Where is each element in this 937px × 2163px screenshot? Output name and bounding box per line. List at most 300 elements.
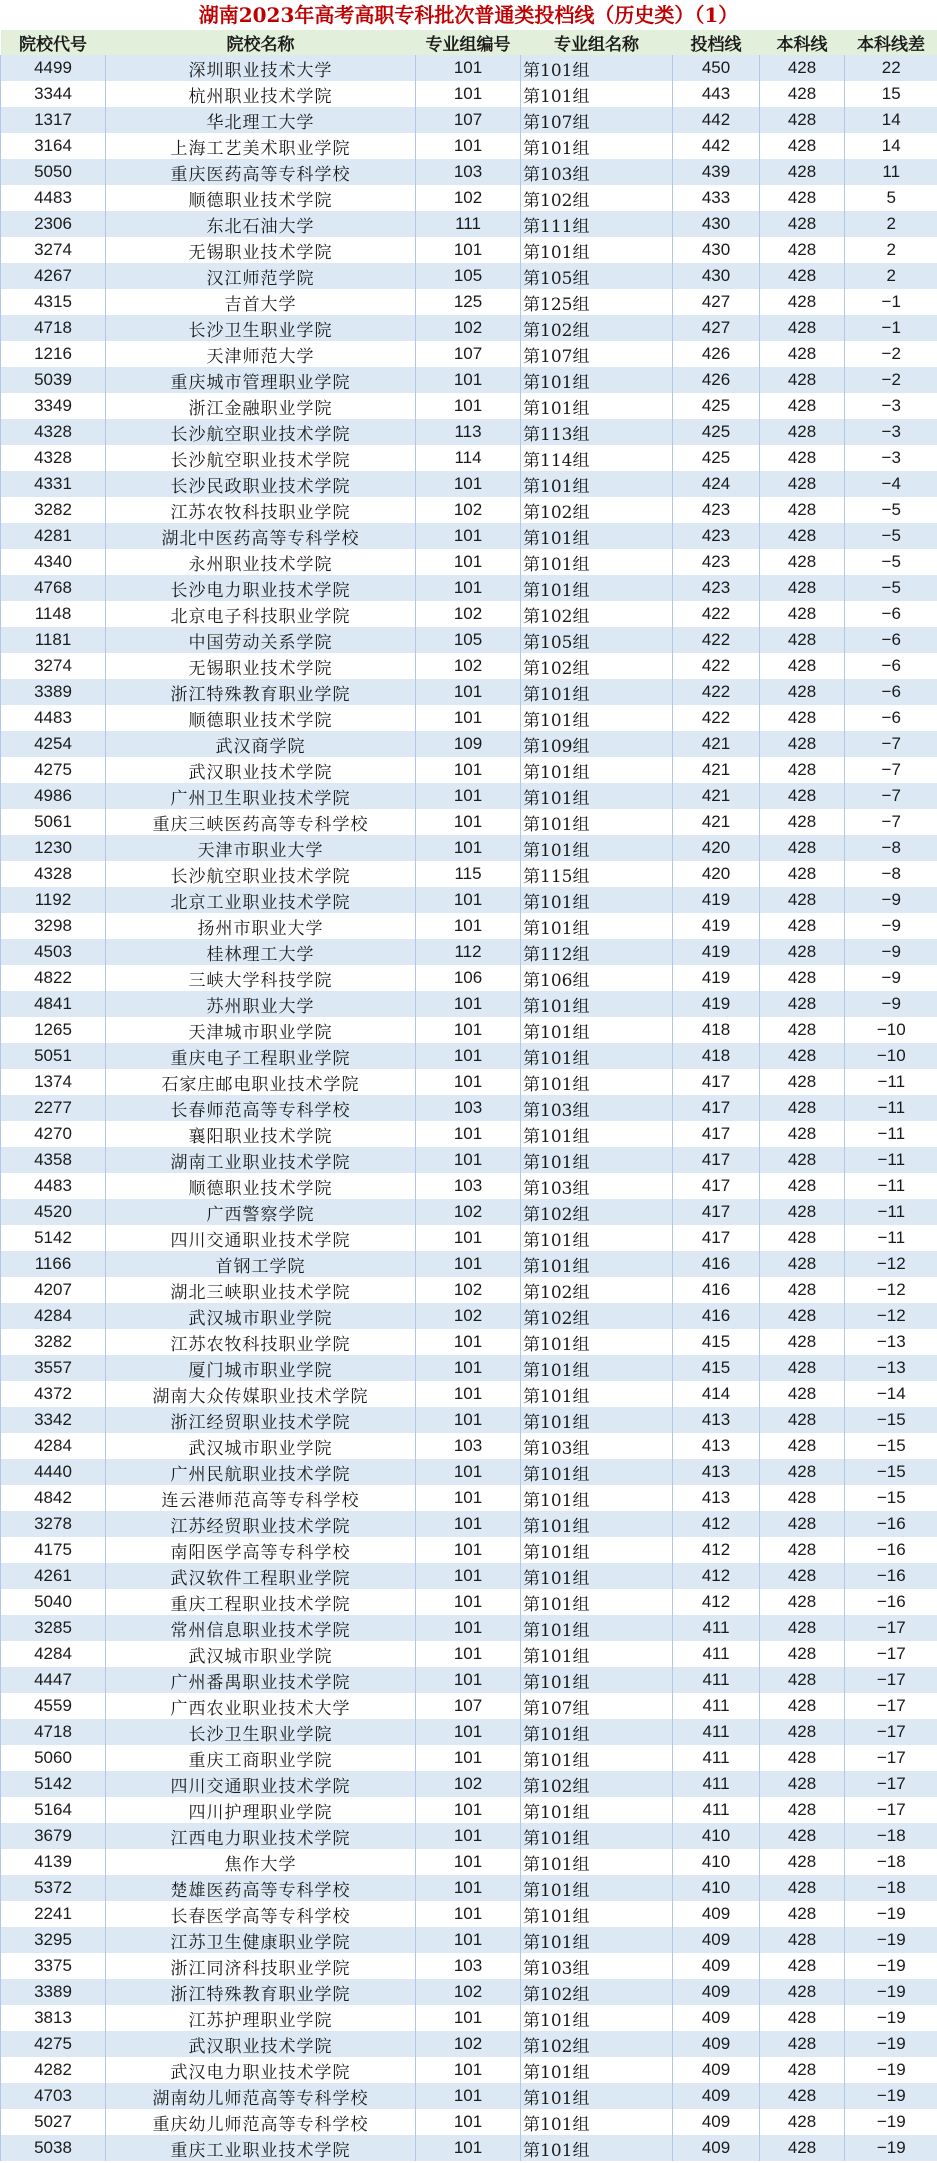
cell-group-code: 101 (416, 809, 521, 835)
cell-line-diff: −14 (845, 1381, 937, 1407)
cell-group-code: 102 (416, 315, 521, 341)
cell-undergrad-line: 428 (760, 705, 845, 731)
cell-group-code: 112 (416, 939, 521, 965)
cell-undergrad-line: 428 (760, 1537, 845, 1563)
cell-cutoff-score: 409 (673, 1953, 760, 1979)
cell-school-name: 浙江特殊教育职业学院 (106, 679, 416, 705)
cell-undergrad-line: 428 (760, 341, 845, 367)
cell-group-name: 第101组 (521, 2135, 673, 2161)
cell-group-name: 第101组 (521, 1745, 673, 1771)
cell-school-code: 3285 (1, 1615, 106, 1641)
cell-school-code: 3344 (1, 81, 106, 107)
cell-group-code: 101 (416, 2005, 521, 2031)
cell-group-name: 第101组 (521, 55, 673, 81)
cell-group-name: 第101组 (521, 1719, 673, 1745)
cell-group-code: 101 (416, 1537, 521, 1563)
cell-group-code: 103 (416, 1953, 521, 1979)
cell-cutoff-score: 413 (673, 1407, 760, 1433)
table-row (1, 1199, 937, 1225)
cell-school-name: 江苏农牧科技职业学院 (106, 1329, 416, 1355)
header-school-code: 院校代号 (1, 30, 106, 55)
cell-school-code: 4328 (1, 445, 106, 471)
cell-undergrad-line: 428 (760, 1719, 845, 1745)
cell-school-code: 2241 (1, 1901, 106, 1927)
table-row (1, 2135, 937, 2161)
cell-school-code: 4440 (1, 1459, 106, 1485)
cell-cutoff-score: 410 (673, 1849, 760, 1875)
cell-group-code: 103 (416, 159, 521, 185)
cell-school-name: 无锡职业技术学院 (106, 653, 416, 679)
cell-group-name: 第101组 (521, 81, 673, 107)
cell-group-name: 第101组 (521, 1615, 673, 1641)
cell-group-code: 107 (416, 107, 521, 133)
cell-school-code: 4768 (1, 575, 106, 601)
table-row (1, 1095, 937, 1121)
cell-line-diff: −11 (845, 1199, 937, 1225)
cell-school-name: 东北石油大学 (106, 211, 416, 237)
cell-group-code: 101 (416, 1355, 521, 1381)
cell-school-name: 江苏农牧科技职业学院 (106, 497, 416, 523)
cell-group-name: 第107组 (521, 1693, 673, 1719)
cell-school-name: 江苏经贸职业技术学院 (106, 1511, 416, 1537)
cell-school-code: 5040 (1, 1589, 106, 1615)
cell-line-diff: −9 (845, 939, 937, 965)
cell-group-name: 第101组 (521, 1355, 673, 1381)
table-row (1, 159, 937, 185)
cell-line-diff: −5 (845, 523, 937, 549)
cell-line-diff: −6 (845, 627, 937, 653)
cell-undergrad-line: 428 (760, 2135, 845, 2161)
cell-school-code: 5039 (1, 367, 106, 393)
cell-school-code: 4284 (1, 1303, 106, 1329)
cell-line-diff: −16 (845, 1537, 937, 1563)
cell-group-name: 第101组 (521, 1381, 673, 1407)
cell-school-name: 广州卫生职业技术学院 (106, 783, 416, 809)
table-row (1, 367, 937, 393)
table-row (1, 965, 937, 991)
cell-school-code: 1166 (1, 1251, 106, 1277)
cell-line-diff: −13 (845, 1329, 937, 1355)
cell-school-name: 厦门城市职业学院 (106, 1355, 416, 1381)
cell-group-name: 第101组 (521, 1537, 673, 1563)
cell-group-code: 111 (416, 211, 521, 237)
cell-cutoff-score: 419 (673, 887, 760, 913)
cell-cutoff-score: 417 (673, 1173, 760, 1199)
cell-school-name: 顺德职业技术学院 (106, 1173, 416, 1199)
cell-school-name: 广州民航职业技术学院 (106, 1459, 416, 1485)
cell-school-code: 1317 (1, 107, 106, 133)
cell-line-diff: −11 (845, 1095, 937, 1121)
cell-school-code: 4267 (1, 263, 106, 289)
cell-school-name: 广西警察学院 (106, 1199, 416, 1225)
cell-group-name: 第101组 (521, 1485, 673, 1511)
cell-cutoff-score: 433 (673, 185, 760, 211)
cell-school-name: 无锡职业技术学院 (106, 237, 416, 263)
cell-undergrad-line: 428 (760, 1901, 845, 1927)
cell-group-code: 102 (416, 2031, 521, 2057)
cell-group-name: 第101组 (521, 1121, 673, 1147)
cell-undergrad-line: 428 (760, 887, 845, 913)
cell-undergrad-line: 428 (760, 1329, 845, 1355)
cell-undergrad-line: 428 (760, 263, 845, 289)
cell-undergrad-line: 428 (760, 315, 845, 341)
cell-school-name: 扬州市职业大学 (106, 913, 416, 939)
cell-line-diff: −18 (845, 1849, 937, 1875)
cell-cutoff-score: 418 (673, 1017, 760, 1043)
cell-line-diff: −11 (845, 1121, 937, 1147)
cell-group-name: 第101组 (521, 1329, 673, 1355)
table-row (1, 783, 937, 809)
cell-undergrad-line: 428 (760, 1563, 845, 1589)
cell-undergrad-line: 428 (760, 1797, 845, 1823)
cell-cutoff-score: 410 (673, 1823, 760, 1849)
table-row (1, 1303, 937, 1329)
cell-line-diff: 2 (845, 237, 937, 263)
cell-school-name: 长沙卫生职业学院 (106, 315, 416, 341)
cell-cutoff-score: 419 (673, 991, 760, 1017)
cell-line-diff: −4 (845, 471, 937, 497)
cell-line-diff: −17 (845, 1771, 937, 1797)
cell-school-code: 4986 (1, 783, 106, 809)
table-row (1, 1407, 937, 1433)
cell-group-name: 第101组 (521, 2109, 673, 2135)
cell-line-diff: −9 (845, 913, 937, 939)
cell-line-diff: −17 (845, 1667, 937, 1693)
cell-group-code: 101 (416, 575, 521, 601)
cell-group-code: 101 (416, 2083, 521, 2109)
cell-line-diff: 5 (845, 185, 937, 211)
cell-school-code: 1230 (1, 835, 106, 861)
header-undergrad-line: 本科线 (760, 30, 845, 55)
cell-group-code: 101 (416, 1017, 521, 1043)
table-row (1, 1355, 937, 1381)
cell-undergrad-line: 428 (760, 107, 845, 133)
cell-line-diff: −2 (845, 341, 937, 367)
cell-group-name: 第102组 (521, 2031, 673, 2057)
cell-school-code: 5372 (1, 1875, 106, 1901)
cell-group-name: 第114组 (521, 445, 673, 471)
cell-undergrad-line: 428 (760, 1251, 845, 1277)
table-row (1, 1225, 937, 1251)
table-row (1, 627, 937, 653)
table-row (1, 2031, 937, 2057)
cell-line-diff: −15 (845, 1459, 937, 1485)
cell-school-code: 3282 (1, 1329, 106, 1355)
cell-cutoff-score: 427 (673, 289, 760, 315)
cell-group-code: 101 (416, 1927, 521, 1953)
cell-group-code: 101 (416, 81, 521, 107)
cell-group-name: 第101组 (521, 1823, 673, 1849)
table-row (1, 107, 937, 133)
cell-group-code: 101 (416, 1667, 521, 1693)
cell-cutoff-score: 417 (673, 1095, 760, 1121)
cell-undergrad-line: 428 (760, 211, 845, 237)
table-row (1, 1173, 937, 1199)
cell-undergrad-line: 428 (760, 2057, 845, 2083)
cell-group-code: 102 (416, 1303, 521, 1329)
cell-school-name: 长春师范高等专科学校 (106, 1095, 416, 1121)
cell-line-diff: −18 (845, 1823, 937, 1849)
cell-school-code: 4499 (1, 55, 106, 81)
cell-group-code: 102 (416, 1979, 521, 2005)
cell-line-diff: −16 (845, 1511, 937, 1537)
cell-school-code: 3282 (1, 497, 106, 523)
cell-school-name: 湖南大众传媒职业技术学院 (106, 1381, 416, 1407)
table-row (1, 393, 937, 419)
cell-group-name: 第101组 (521, 1589, 673, 1615)
table-row (1, 1537, 937, 1563)
cell-school-name: 重庆城市管理职业学院 (106, 367, 416, 393)
cell-line-diff: −7 (845, 731, 937, 757)
cell-line-diff: 2 (845, 263, 937, 289)
cell-school-code: 1374 (1, 1069, 106, 1095)
cell-group-name: 第125组 (521, 289, 673, 315)
cell-group-name: 第101组 (521, 1797, 673, 1823)
cell-undergrad-line: 428 (760, 1771, 845, 1797)
cell-group-name: 第101组 (521, 575, 673, 601)
cell-line-diff: 11 (845, 159, 937, 185)
table-row (1, 471, 937, 497)
cell-group-name: 第101组 (521, 1017, 673, 1043)
cell-group-code: 107 (416, 1693, 521, 1719)
cell-undergrad-line: 428 (760, 1199, 845, 1225)
cell-school-code: 4483 (1, 705, 106, 731)
cell-cutoff-score: 442 (673, 107, 760, 133)
cell-school-code: 5060 (1, 1745, 106, 1771)
cell-school-name: 武汉职业技术学院 (106, 757, 416, 783)
cell-group-name: 第102组 (521, 1979, 673, 2005)
cell-school-code: 4254 (1, 731, 106, 757)
table-row (1, 1485, 937, 1511)
cell-undergrad-line: 428 (760, 783, 845, 809)
cell-group-name: 第101组 (521, 237, 673, 263)
cell-school-name: 天津城市职业学院 (106, 1017, 416, 1043)
cell-group-code: 106 (416, 965, 521, 991)
cell-school-name: 重庆医药高等专科学校 (106, 159, 416, 185)
cell-school-name: 华北理工大学 (106, 107, 416, 133)
cell-undergrad-line: 428 (760, 497, 845, 523)
cell-group-code: 101 (416, 2057, 521, 2083)
cell-undergrad-line: 428 (760, 1381, 845, 1407)
table-row (1, 653, 937, 679)
cell-undergrad-line: 428 (760, 575, 845, 601)
table-row (1, 1797, 937, 1823)
cell-line-diff: −17 (845, 1719, 937, 1745)
cell-line-diff: −16 (845, 1589, 937, 1615)
cell-cutoff-score: 412 (673, 1589, 760, 1615)
cell-group-code: 115 (416, 861, 521, 887)
cell-school-name: 天津师范大学 (106, 341, 416, 367)
cell-undergrad-line: 428 (760, 81, 845, 107)
cell-school-name: 广西农业职业技术大学 (106, 1693, 416, 1719)
cell-undergrad-line: 428 (760, 1667, 845, 1693)
cell-group-code: 101 (416, 1147, 521, 1173)
cell-cutoff-score: 442 (673, 133, 760, 159)
cell-group-code: 107 (416, 341, 521, 367)
cell-line-diff: −9 (845, 887, 937, 913)
cell-school-name: 上海工艺美术职业学院 (106, 133, 416, 159)
cell-school-code: 4275 (1, 2031, 106, 2057)
cell-line-diff: −17 (845, 1641, 937, 1667)
cell-group-name: 第101组 (521, 809, 673, 835)
cell-group-code: 101 (416, 1251, 521, 1277)
cell-line-diff: −10 (845, 1017, 937, 1043)
cell-line-diff: −19 (845, 2057, 937, 2083)
cell-undergrad-line: 428 (760, 601, 845, 627)
cell-school-name: 襄阳职业技术学院 (106, 1121, 416, 1147)
cell-undergrad-line: 428 (760, 809, 845, 835)
cell-group-code: 101 (416, 991, 521, 1017)
cell-undergrad-line: 428 (760, 679, 845, 705)
cell-undergrad-line: 428 (760, 757, 845, 783)
cell-cutoff-score: 424 (673, 471, 760, 497)
table-row (1, 1693, 937, 1719)
cell-school-name: 四川交通职业技术学院 (106, 1225, 416, 1251)
cell-group-code: 101 (416, 1381, 521, 1407)
cell-undergrad-line: 428 (760, 861, 845, 887)
cell-group-code: 101 (416, 1745, 521, 1771)
cell-group-code: 101 (416, 1121, 521, 1147)
cell-undergrad-line: 428 (760, 1485, 845, 1511)
table-row (1, 1511, 937, 1537)
cell-cutoff-score: 409 (673, 2083, 760, 2109)
cell-group-code: 101 (416, 1849, 521, 1875)
cell-group-code: 102 (416, 653, 521, 679)
cell-school-name: 重庆工业职业技术学院 (106, 2135, 416, 2161)
cell-group-name: 第101组 (521, 133, 673, 159)
table-row (1, 263, 937, 289)
cell-school-name: 顺德职业技术学院 (106, 705, 416, 731)
cell-undergrad-line: 428 (760, 835, 845, 861)
cell-cutoff-score: 420 (673, 861, 760, 887)
cell-group-code: 101 (416, 1563, 521, 1589)
cell-cutoff-score: 422 (673, 627, 760, 653)
cell-group-name: 第102组 (521, 497, 673, 523)
cell-school-name: 长沙民政职业技术学院 (106, 471, 416, 497)
cell-school-name: 江西电力职业技术学院 (106, 1823, 416, 1849)
cell-school-code: 4282 (1, 2057, 106, 2083)
cell-school-name: 长沙航空职业技术学院 (106, 419, 416, 445)
cell-group-code: 101 (416, 913, 521, 939)
cell-group-name: 第101组 (521, 835, 673, 861)
cell-group-name: 第101组 (521, 887, 673, 913)
cell-undergrad-line: 428 (760, 523, 845, 549)
cell-group-name: 第102组 (521, 653, 673, 679)
cell-line-diff: −11 (845, 1147, 937, 1173)
cell-line-diff: −13 (845, 1355, 937, 1381)
cell-school-name: 长春医学高等专科学校 (106, 1901, 416, 1927)
cell-cutoff-score: 423 (673, 523, 760, 549)
cell-school-code: 4372 (1, 1381, 106, 1407)
cell-group-code: 101 (416, 393, 521, 419)
table-row (1, 991, 937, 1017)
cell-school-code: 1216 (1, 341, 106, 367)
cell-group-name: 第101组 (521, 471, 673, 497)
cell-group-code: 101 (416, 1407, 521, 1433)
cell-group-code: 101 (416, 1511, 521, 1537)
table-row (1, 1615, 937, 1641)
cell-cutoff-score: 439 (673, 159, 760, 185)
cell-cutoff-score: 411 (673, 1719, 760, 1745)
table-row (1, 1641, 937, 1667)
cell-school-name: 四川交通职业技术学院 (106, 1771, 416, 1797)
cell-group-name: 第101组 (521, 523, 673, 549)
cell-school-code: 4207 (1, 1277, 106, 1303)
cell-line-diff: −6 (845, 601, 937, 627)
cell-undergrad-line: 428 (760, 1927, 845, 1953)
cell-undergrad-line: 428 (760, 991, 845, 1017)
cell-line-diff: −19 (845, 2031, 937, 2057)
cell-undergrad-line: 428 (760, 1277, 845, 1303)
cell-school-code: 5142 (1, 1225, 106, 1251)
cell-cutoff-score: 417 (673, 1225, 760, 1251)
cell-school-name: 重庆工程职业技术学院 (106, 1589, 416, 1615)
cell-cutoff-score: 409 (673, 2135, 760, 2161)
cell-group-code: 101 (416, 367, 521, 393)
table-row (1, 1277, 937, 1303)
table-row (1, 523, 937, 549)
cell-school-code: 5027 (1, 2109, 106, 2135)
table-row (1, 1069, 937, 1095)
cell-cutoff-score: 421 (673, 783, 760, 809)
cell-group-code: 101 (416, 1043, 521, 1069)
table-row (1, 133, 937, 159)
cell-group-name: 第103组 (521, 159, 673, 185)
table-row (1, 1849, 937, 1875)
table-row (1, 1433, 937, 1459)
cell-group-name: 第105组 (521, 263, 673, 289)
cell-school-code: 3389 (1, 679, 106, 705)
cell-line-diff: −3 (845, 445, 937, 471)
cell-group-code: 125 (416, 289, 521, 315)
cell-school-name: 长沙航空职业技术学院 (106, 861, 416, 887)
cell-school-code: 3375 (1, 1953, 106, 1979)
cell-school-name: 北京电子科技职业学院 (106, 601, 416, 627)
cell-group-code: 101 (416, 1641, 521, 1667)
cell-line-diff: −8 (845, 835, 937, 861)
cell-school-name: 武汉城市职业学院 (106, 1433, 416, 1459)
table-row (1, 1017, 937, 1043)
cell-group-name: 第101组 (521, 913, 673, 939)
cell-line-diff: 14 (845, 133, 937, 159)
table-row (1, 1121, 937, 1147)
cell-undergrad-line: 428 (760, 445, 845, 471)
cell-school-code: 4559 (1, 1693, 106, 1719)
cell-group-code: 101 (416, 783, 521, 809)
cell-school-name: 石家庄邮电职业技术学院 (106, 1069, 416, 1095)
table-row (1, 1329, 937, 1355)
cell-undergrad-line: 428 (760, 1225, 845, 1251)
cell-group-name: 第101组 (521, 705, 673, 731)
cell-group-name: 第102组 (521, 315, 673, 341)
cell-line-diff: 14 (845, 107, 937, 133)
cell-school-code: 4718 (1, 1719, 106, 1745)
cell-school-name: 常州信息职业技术学院 (106, 1615, 416, 1641)
cell-school-name: 江苏卫生健康职业学院 (106, 1927, 416, 1953)
cell-school-name: 浙江特殊教育职业学院 (106, 1979, 416, 2005)
cell-group-code: 101 (416, 2135, 521, 2161)
cell-group-code: 101 (416, 887, 521, 913)
page-title: 湖南2023年高考高职专科批次普通类投档线（历史类）（1） (0, 0, 937, 30)
cell-undergrad-line: 428 (760, 965, 845, 991)
cell-line-diff: −5 (845, 575, 937, 601)
cell-school-name: 长沙卫生职业学院 (106, 1719, 416, 1745)
cell-cutoff-score: 409 (673, 1927, 760, 1953)
cell-group-code: 101 (416, 1797, 521, 1823)
table-row (1, 1251, 937, 1277)
header-group-code: 专业组编号 (416, 30, 521, 55)
cell-cutoff-score: 419 (673, 913, 760, 939)
